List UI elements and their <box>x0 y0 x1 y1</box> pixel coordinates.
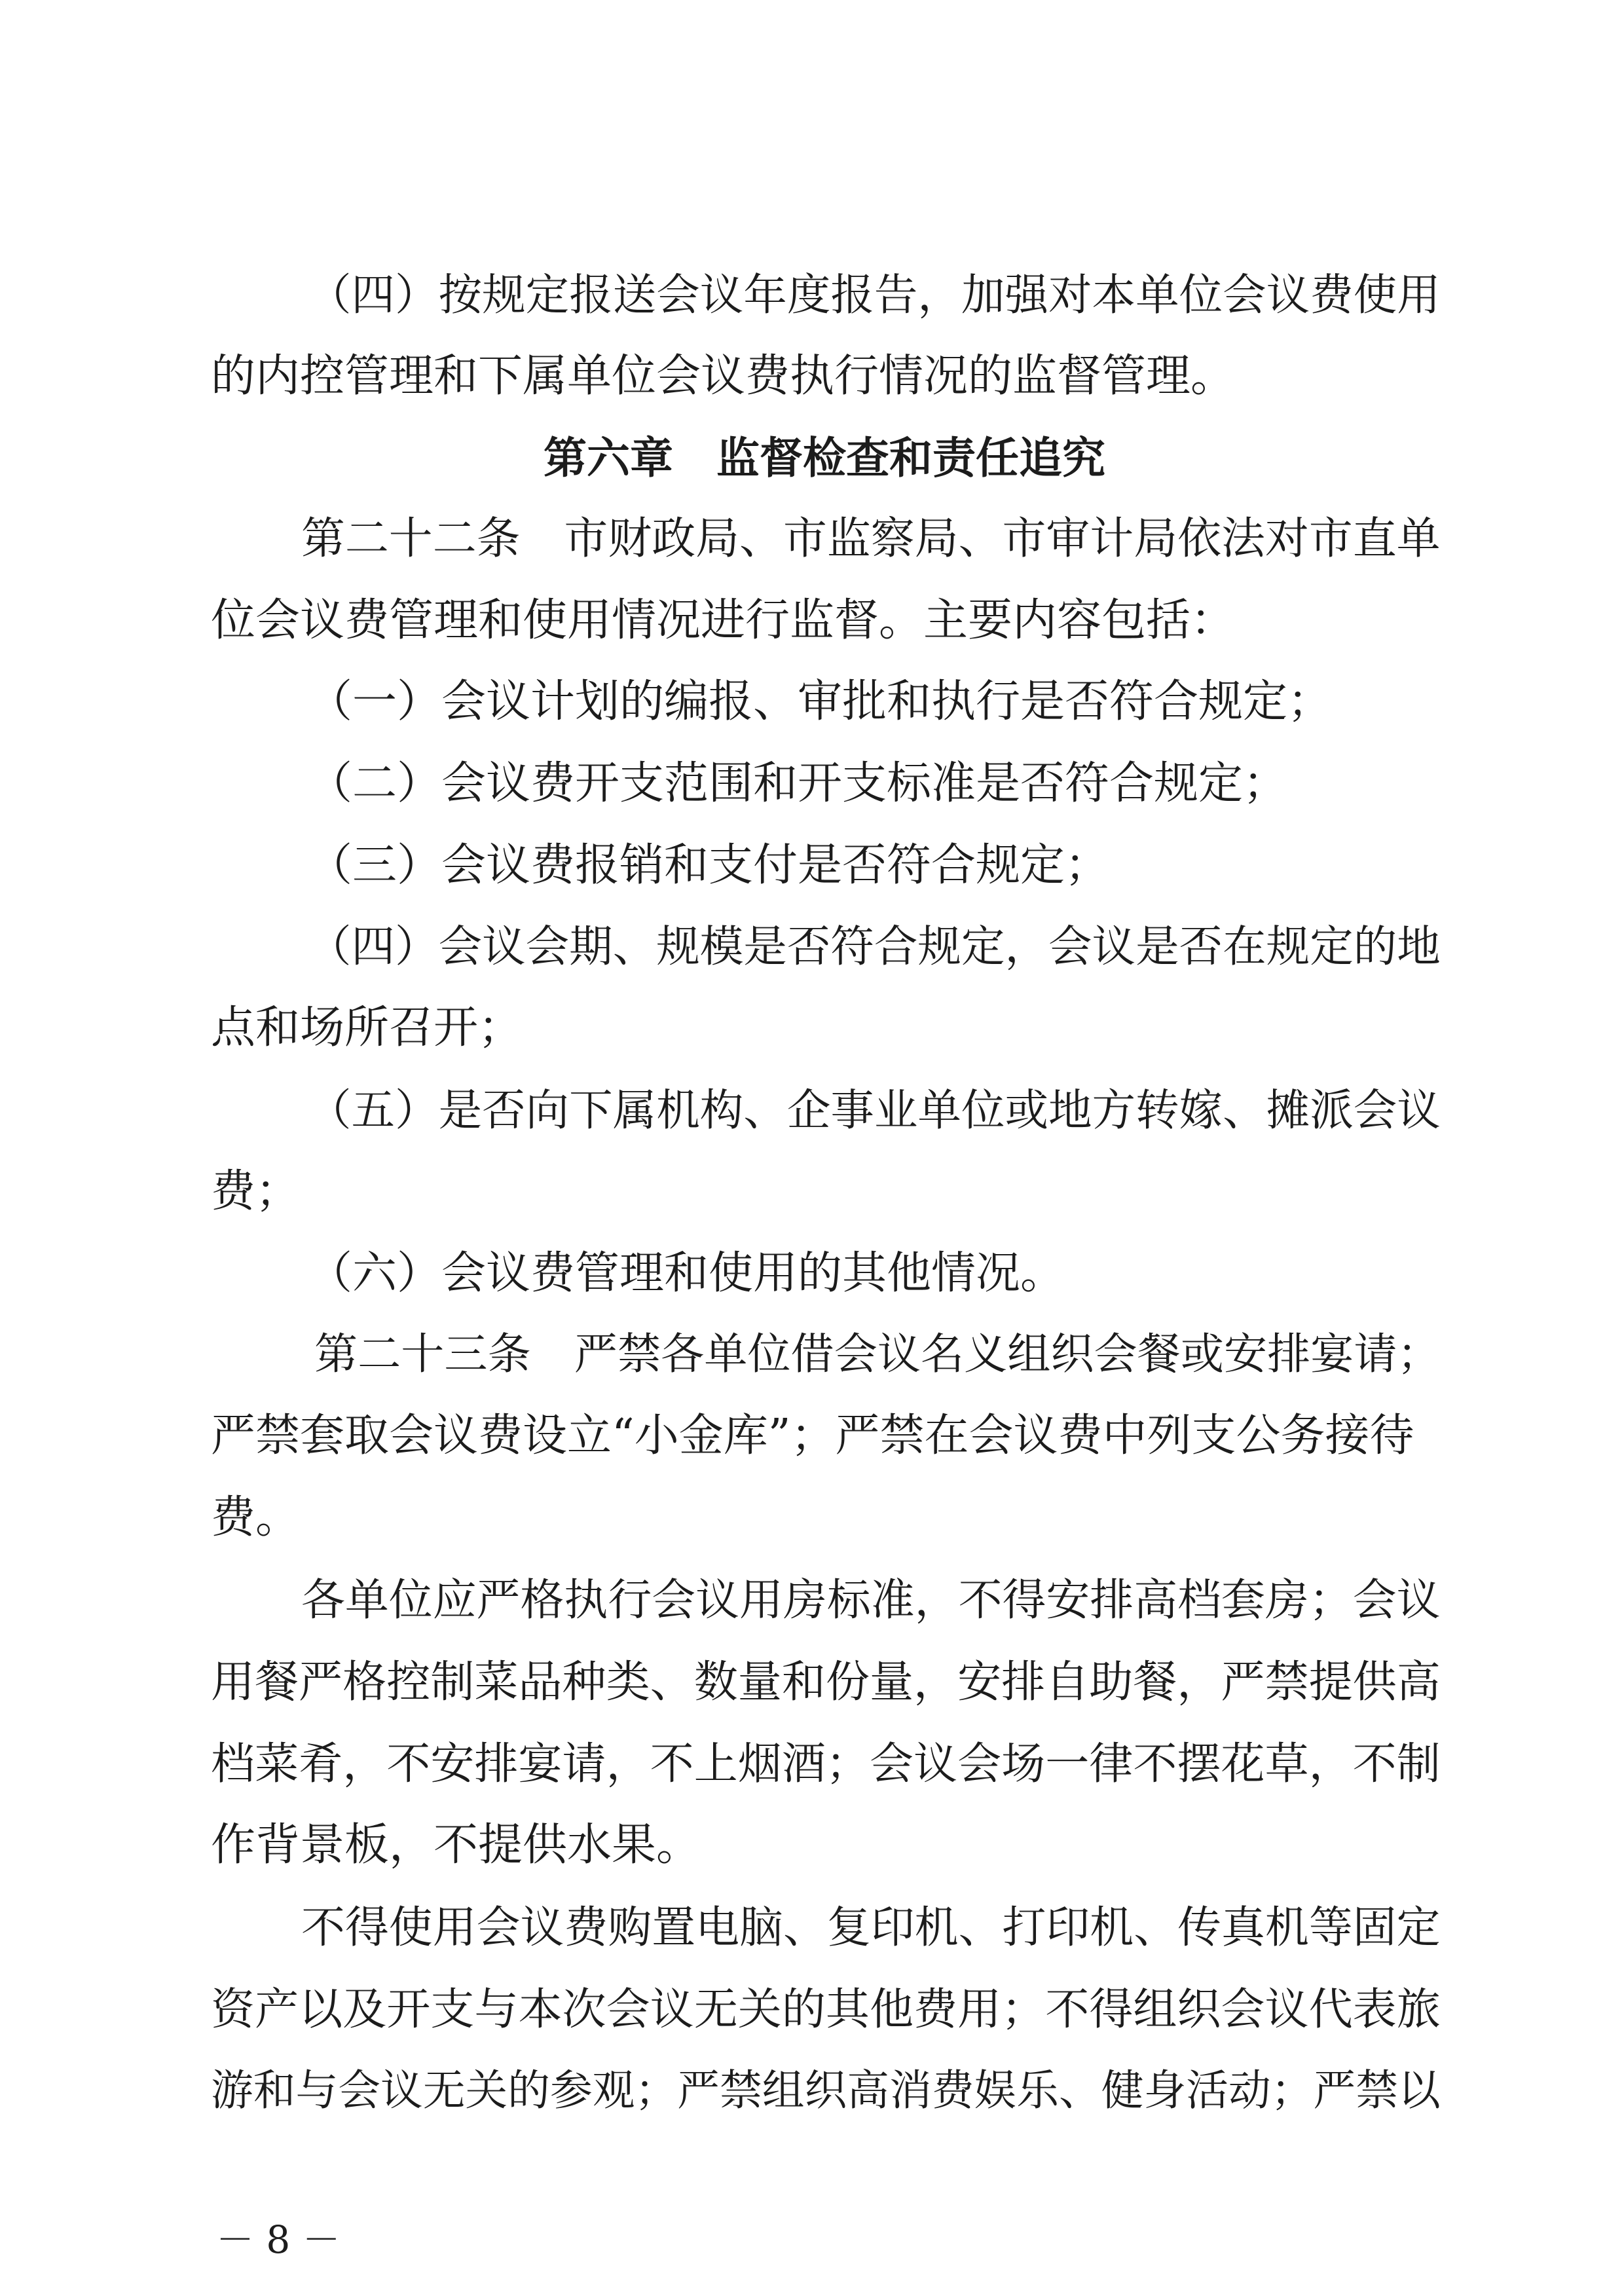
paragraph-line: 作背景板，不提供水果。 <box>211 1819 701 1871</box>
paragraph-line: （三）会议费报销和支付是否符合规定； <box>308 840 1110 891</box>
paragraph-line: 不得使用会议费购置电脑、复印机、打印机、传真机等固定 <box>301 1902 1441 1953</box>
paragraph-line: （四）按规定报送会议年度报告，加强对本单位会议费使用 <box>308 269 1441 320</box>
paragraph-line: （四）会议会期、规模是否符合规定，会议是否在规定的地 <box>308 921 1441 972</box>
paragraph-line: 的内控管理和下属单位会议费执行情况的监督管理。 <box>211 350 1236 402</box>
paragraph-line: 点和场所召开； <box>211 1002 523 1054</box>
paragraph-line: 档菜肴，不安排宴请，不上烟酒；会议会场一律不摆花草，不制 <box>211 1738 1441 1789</box>
paragraph-line: （五）是否向下属机构、企事业单位或地方转嫁、摊派会议 <box>308 1084 1441 1136</box>
paragraph-line: 费； <box>211 1166 301 1217</box>
paragraph-line: 各单位应严格执行会议用房标准，不得安排高档套房；会议 <box>301 1574 1441 1625</box>
paragraph-line: 第二十二条 市财政局、市监察局、市审计局依法对市直单 <box>301 513 1441 564</box>
paragraph-line: 用餐严格控制菜品种类、数量和份量，安排自助餐，严禁提供高 <box>211 1656 1441 1707</box>
paragraph-line: 资产以及开支与本次会议无关的其他费用；不得组织会议代表旅 <box>211 1984 1441 2035</box>
paragraph-line: 严禁套取会议费设立“小金库”；严禁在会议费中列支公务接待 <box>211 1410 1414 1462</box>
paragraph-line: （六）会议费管理和使用的其他情况。 <box>308 1248 1065 1299</box>
paragraph-line: （二）会议费开支范围和开支标准是否符合规定； <box>308 758 1288 809</box>
paragraph-line: 游和与会议无关的参观；严禁组织高消费娱乐、健身活动；严禁以 <box>211 2066 1441 2115</box>
paragraph-line: 第二十三条 严禁各单位借会议名义组织会餐或安排宴请； <box>314 1329 1441 1379</box>
paragraph-line: （一）会议计划的编报、审批和执行是否符合规定； <box>308 676 1333 728</box>
chapter-heading: 第六章 监督检查和责任追究 <box>544 433 1105 483</box>
paragraph-line: 位会议费管理和使用情况进行监督。主要内容包括： <box>211 595 1236 646</box>
paragraph-line: 费。 <box>211 1492 301 1544</box>
page-number: － 8 － <box>216 2217 341 2262</box>
